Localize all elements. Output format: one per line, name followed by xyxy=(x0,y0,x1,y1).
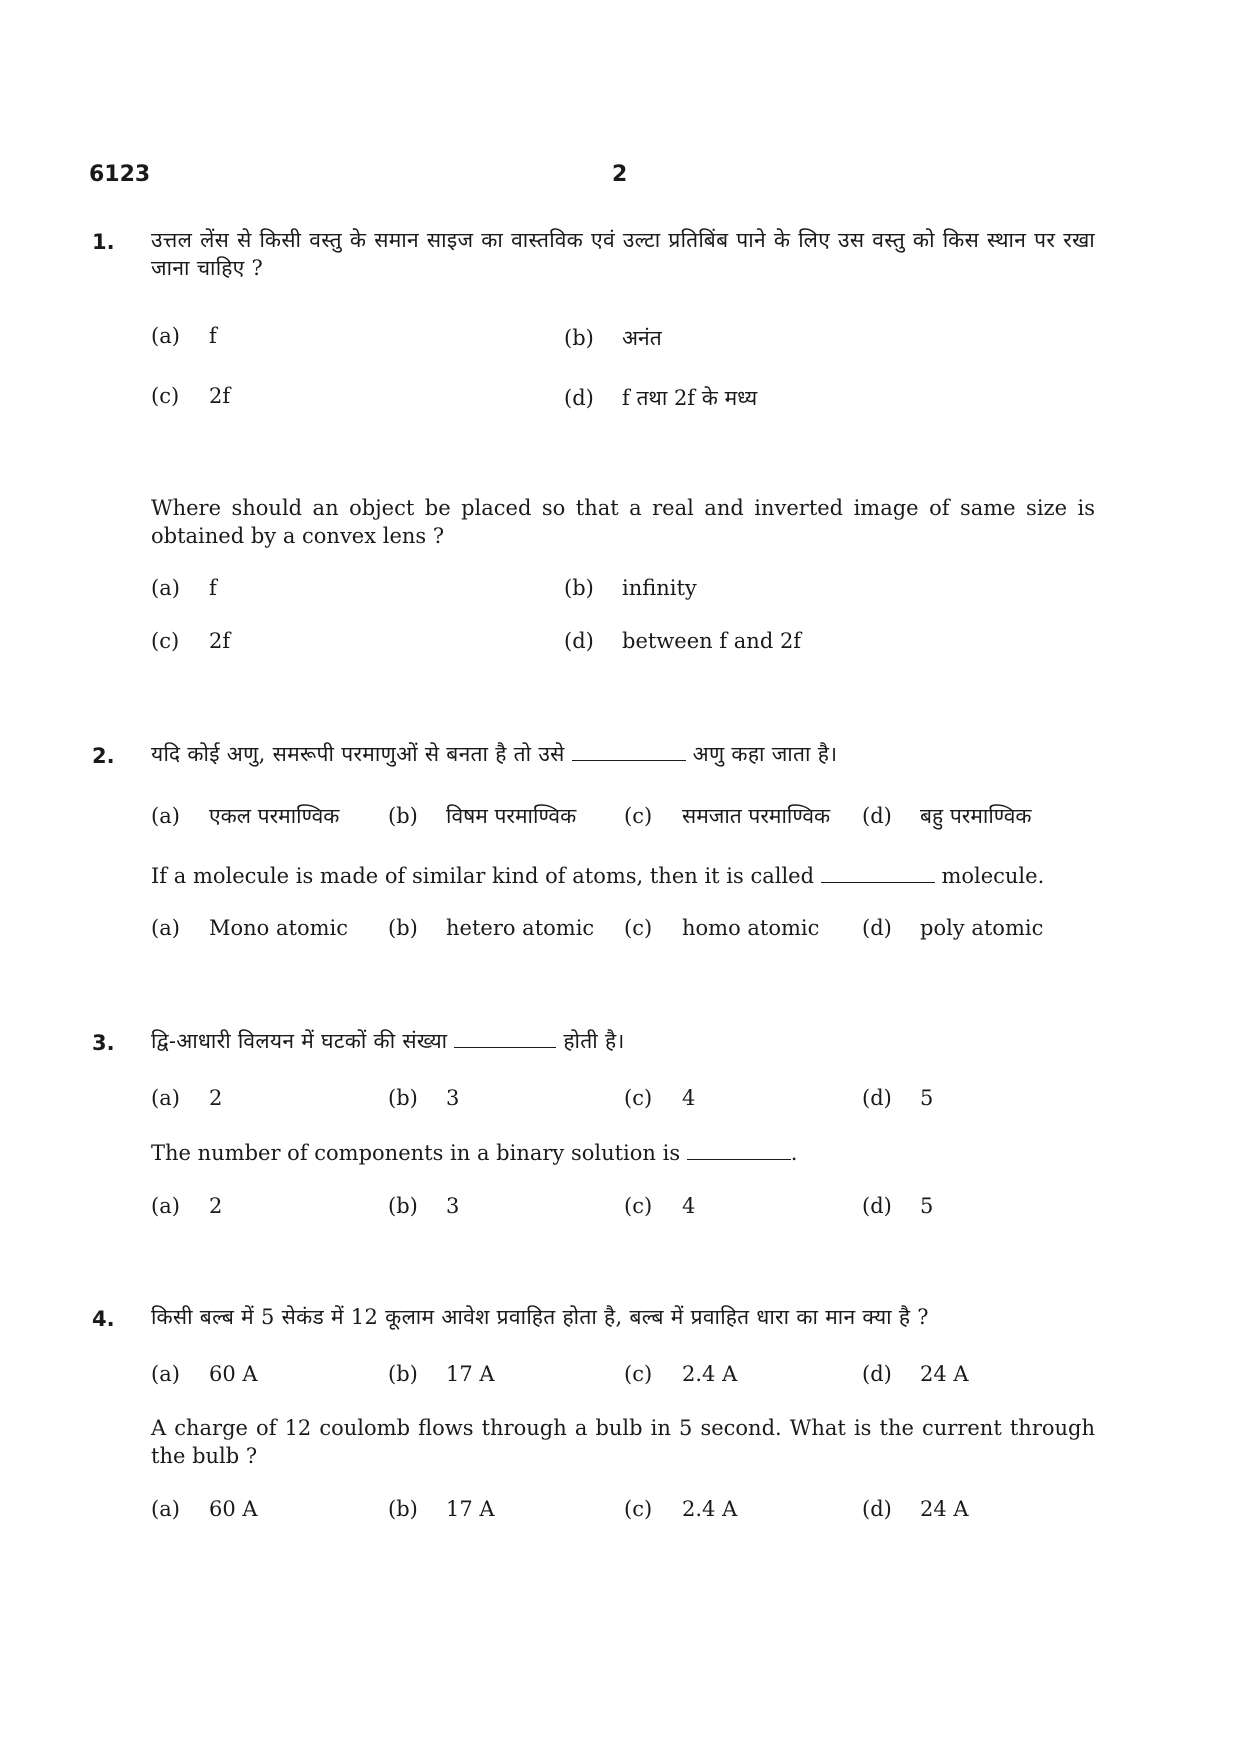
q2-hindi-option-d: (d) बहु परमाण्विक xyxy=(862,804,1032,828)
answer-blank xyxy=(572,740,686,761)
q3-english-option-b: (b) 3 xyxy=(388,1194,460,1218)
q1-english-option-b: (b) infinity xyxy=(564,576,697,600)
question-2-number: 2. xyxy=(92,744,115,768)
q4-english-option-b: (b) 17 A xyxy=(388,1497,495,1521)
q3-hindi-option-d: (d) 5 xyxy=(862,1086,934,1110)
question-2-hindi: यदि कोई अणु, समरूपी परमाणुओं से बनता है तो उसे अणु कहा जाता है। xyxy=(151,742,838,766)
answer-blank xyxy=(821,862,935,883)
q2-english-option-b: (b) hetero atomic xyxy=(388,916,595,940)
question-1-number: 1. xyxy=(92,230,115,254)
question-3-number: 3. xyxy=(92,1031,115,1055)
q2-english-option-c: (c) homo atomic xyxy=(624,916,820,940)
q2-english-option-a: (a) Mono atomic xyxy=(151,916,348,940)
question-2-english: If a molecule is made of similar kind of atoms, then it is called molecule. xyxy=(151,864,1045,888)
page-number: 2 xyxy=(612,162,628,187)
q3-english-option-d: (d) 5 xyxy=(862,1194,934,1218)
q1-english-option-a: (a) f xyxy=(151,576,217,600)
question-4-number: 4. xyxy=(92,1307,115,1331)
q2-hindi-option-a: (a) एकल परमाण्विक xyxy=(151,804,340,828)
q1-english-option-c: (c) 2f xyxy=(151,629,231,653)
q1-hindi-option-b: (b) अनंत xyxy=(564,326,662,350)
q2-english-option-d: (d) poly atomic xyxy=(862,916,1044,940)
q1-hindi-option-a: (a) f xyxy=(151,324,217,348)
question-1-hindi: उत्तल लेंस से किसी वस्तु के समान साइज का वास्तविक एवं उल्टा प्रतिबिंब पाने के लिए उस वस्तु को किस स्थान पर रखा जाना चाहिए ? xyxy=(151,228,1095,280)
q4-english-option-c: (c) 2.4 A xyxy=(624,1497,738,1521)
q3-hindi-option-c: (c) 4 xyxy=(624,1086,696,1110)
q2-hindi-option-b: (b) विषम परमाण्विक xyxy=(388,804,577,828)
q1-hindi-option-d: (d) f तथा 2f के मध्य xyxy=(564,386,758,410)
q2-hindi-option-c: (c) समजात परमाण्विक xyxy=(624,804,831,828)
paper-code: 6123 xyxy=(89,162,151,187)
question-3-english: The number of components in a binary solution is . xyxy=(151,1141,798,1165)
q3-english-option-c: (c) 4 xyxy=(624,1194,696,1218)
q4-english-option-a: (a) 60 A xyxy=(151,1497,258,1521)
question-4-hindi: किसी बल्ब में 5 सेकंड में 12 कूलाम आवेश प्रवाहित होता है, बल्ब में प्रवाहित धारा का मान क्या है ? xyxy=(151,1305,929,1329)
q3-hindi-option-b: (b) 3 xyxy=(388,1086,460,1110)
answer-blank xyxy=(687,1139,791,1160)
answer-blank xyxy=(454,1027,556,1048)
q4-hindi-option-d: (d) 24 A xyxy=(862,1362,969,1386)
question-1-english: Where should an object be placed so that a real and inverted image of same size is obtained by a convex lens ? xyxy=(151,496,1095,548)
q4-hindi-option-c: (c) 2.4 A xyxy=(624,1362,738,1386)
q1-hindi-option-c: (c) 2f xyxy=(151,384,231,408)
question-3-hindi: द्वि-आधारी विलयन में घटकों की संख्या होती है। xyxy=(151,1029,625,1053)
q1-english-option-d: (d) between f and 2f xyxy=(564,629,802,653)
question-4-english: A charge of 12 coulomb flows through a bulb in 5 second. What is the current through the bulb ? xyxy=(151,1416,1095,1468)
q4-hindi-option-b: (b) 17 A xyxy=(388,1362,495,1386)
q4-hindi-option-a: (a) 60 A xyxy=(151,1362,258,1386)
q3-english-option-a: (a) 2 xyxy=(151,1194,223,1218)
q3-hindi-option-a: (a) 2 xyxy=(151,1086,223,1110)
q4-english-option-d: (d) 24 A xyxy=(862,1497,969,1521)
